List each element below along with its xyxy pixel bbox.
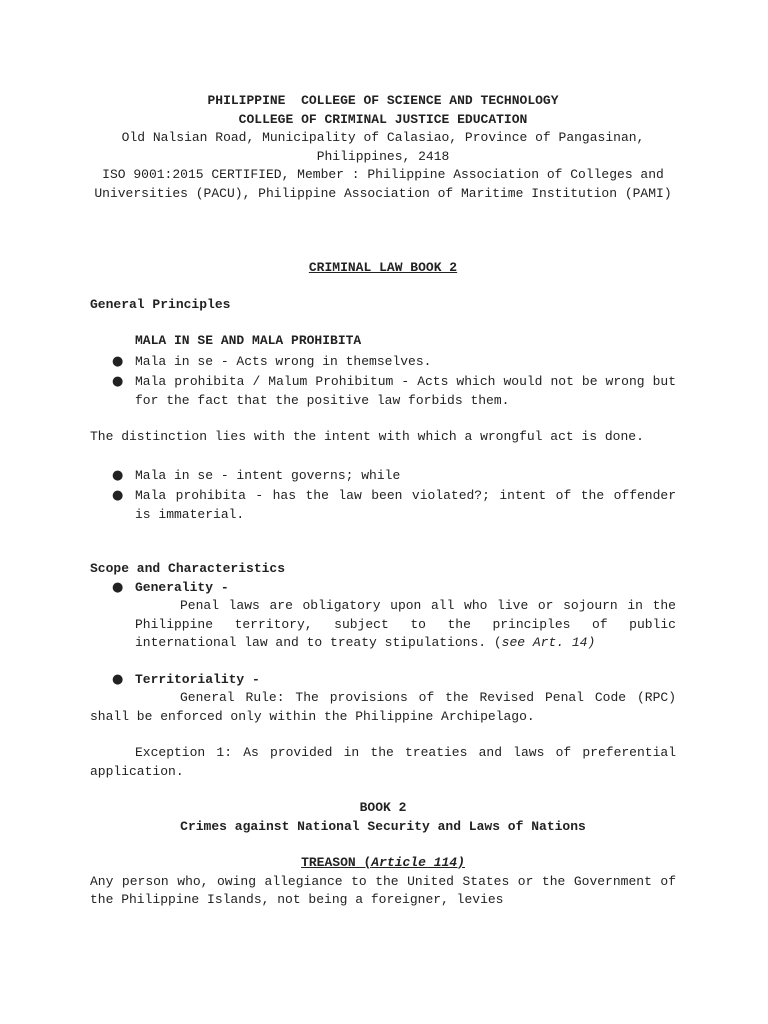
list-item: ● Mala prohibita / Malum Prohibitum - Acts which would not be wrong but for the fact that the positive law forbids them. [112, 374, 676, 408]
list-item: ● Mala in se - intent governs; while [90, 467, 676, 486]
list-item: ● Territoriality - [90, 671, 676, 690]
scope-heading: Scope and Characteristics [90, 561, 286, 576]
document-page [90, 92, 676, 910]
generality-paragraph: Penal laws are obligatory upon all who live or sojourn in the Philippine territory, subject to the principles of public international law and to treaty stipulations. (see Art. 14) [135, 598, 676, 650]
book-subtitle: Crimes against National Security and Laws of Nations [180, 818, 586, 834]
treason-paragraph: Any person who, owing allegiance to the United States or the Government of the Philippine Islands, not being a foreigner, levies [90, 873, 676, 907]
scope-list [90, 579, 676, 598]
bullet-icon: ● [112, 467, 124, 483]
territoriality-list [90, 671, 676, 690]
bullet-icon: ● [112, 353, 124, 369]
territoriality-paragraph: General Rule: The provisions of the Revised Penal Code (RPC) shall be enforced only within the Philippine Archipelago. [90, 690, 676, 724]
bullet-icon: ● [112, 579, 124, 595]
intent-list [90, 467, 676, 525]
exception-paragraph: Exception 1: As provided in the treaties and laws of preferential application. [90, 745, 676, 779]
school-name: PHILIPPINE COLLEGE OF SCIENCE AND TECHNOLOGY [207, 93, 559, 108]
school-address: Old Nalsian Road, Municipality of Calasiao, Province of Pangasinan, Philippines, 2418 [121, 130, 645, 164]
bullet-icon: ● [112, 374, 124, 389]
mala-heading: MALA IN SE AND MALA PROHIBITA [135, 333, 362, 348]
bullet-icon: ● [112, 488, 124, 503]
treason-heading: TREASON (Article 114) [301, 855, 465, 870]
mala-definitions-list [90, 353, 676, 411]
school-certification: ISO 9001:2015 CERTIFIED, Member : Philippine Association of Colleges and Universities (PACU), Philippine Association of Maritime Institution (PAMI) [94, 167, 672, 201]
list-item: ● Generality - [90, 579, 676, 598]
list-item: ● Mala prohibita - has the law been violated?; intent of the offender is immaterial. [112, 488, 676, 522]
college-name: COLLEGE OF CRIMINAL JUSTICE EDUCATION [238, 111, 528, 127]
distinction-paragraph: The distinction lies with the intent with which a wrongful act is done. [90, 429, 644, 444]
document-title: CRIMINAL LAW BOOK 2 [308, 260, 458, 275]
bullet-icon: ● [112, 671, 124, 687]
list-item: ● Mala in se - Acts wrong in themselves. [90, 353, 676, 372]
general-principles-heading: General Principles [90, 296, 231, 312]
book-label: BOOK 2 [359, 800, 407, 815]
